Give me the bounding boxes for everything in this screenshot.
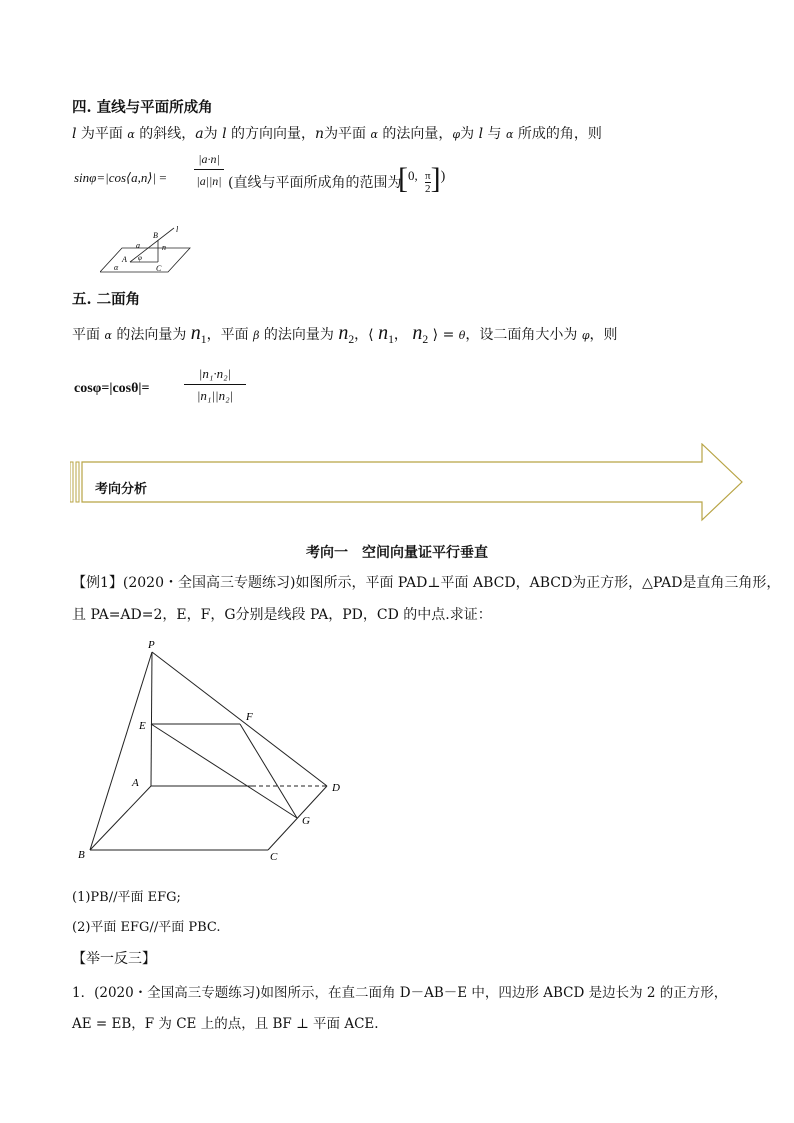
section-title: 考向一 空间向量证平行垂直 [306,545,488,561]
label-P: P [148,639,155,651]
banner-label: 考向分析 [95,482,148,497]
cos-formula-fraction: |n₁·n₂| |n₁||n₂| [184,366,246,404]
alpha-symbol: α [127,128,135,141]
pyramid-figure [72,636,362,866]
example1-line2: 且 PA=AD=2，E，F，G分别是线段 PA，PD，CD 的中点.求证： [72,607,492,623]
cos-formula-lhs: cosφ=|cosθ|= [74,381,150,396]
label-a: a [136,241,140,250]
label-l: l [176,226,179,234]
edge-PA [151,652,152,786]
edge-PB [90,652,152,850]
label-C-pyramid: C [270,851,278,863]
section5-line1: 平面 α 的法向量为 $n_1$，平面 β 的法向量为 $n_2$，⟨ $n_1$， $n_2$ ⟩ = θ，设二面角大小为 φ，则 [72,322,618,346]
example1-line1: 【例1】(2020・全国高三专题练习)如图所示，平面 PAD⊥平面 ABCD，ABCD为正方形，△PAD是直角三角形， [72,575,781,591]
vector-n: n [315,126,325,142]
sin-formula-fraction [194,152,224,189]
angle-range-interval: [0, $\frac{\pi}{2}$ ]) [398,162,446,195]
line-plane-figure [100,226,192,276]
fraction-numerator: |a·n| [194,152,224,170]
label-n: n [162,243,166,252]
edge-PD [152,652,327,786]
edge-AB [90,786,151,850]
label-alpha: α [114,263,119,272]
question-1: (1)PB//平面 EFG; [72,890,181,905]
segment-FG [240,724,297,818]
direction-banner [70,443,746,523]
label-B-pyramid: B [78,849,85,861]
practice-heading: 【举一反三】 [72,951,156,967]
label-phi: φ [138,254,142,262]
label-C: C [156,264,162,273]
label-A: A [122,255,127,264]
label-B: B [153,231,158,240]
segment-EG [151,724,297,818]
sin-formula-lhs: sinφ=|cos⟨a,n⟩| = [74,170,167,185]
fraction-denominator: |a||n| [196,174,222,188]
label-A-pyramid: A [132,777,139,789]
label-F: F [246,711,253,723]
phi-symbol: φ [452,128,461,141]
question-2: (2)平面 EFG//平面 PBC. [72,920,221,935]
banner-arrow-shape [82,444,742,520]
angle-range-text: (直线与平面所成角的范围为 [228,175,402,191]
section5-heading: 五. 二面角 [72,291,141,308]
label-G: G [302,815,310,827]
label-D: D [332,782,340,794]
edge-CD [268,786,327,850]
section4-line1: l 为平面 α 的斜线，a为 l 的方向向量，n为平面 α 的法向量，φ为 l 与 α 所成的角，则 [72,126,602,142]
line-l-symbol: l [72,126,77,142]
normal-n1: n [190,322,201,344]
label-E: E [139,720,146,732]
practice-item1-line2: AE = EB，F 为 CE 上的点，且 BF ⊥ 平面 ACE. [72,1016,379,1032]
practice-item1-line1: 1．(2020・全国高三专题练习)如图所示，在直二面角 D－AB－E 中，四边形 ABCD 是边长为 2 的正方形， [72,985,728,1001]
vector-a: a [195,126,204,142]
section4-heading: 四. 直线与平面所成角 [72,99,213,116]
normal-n2: n [338,322,349,344]
